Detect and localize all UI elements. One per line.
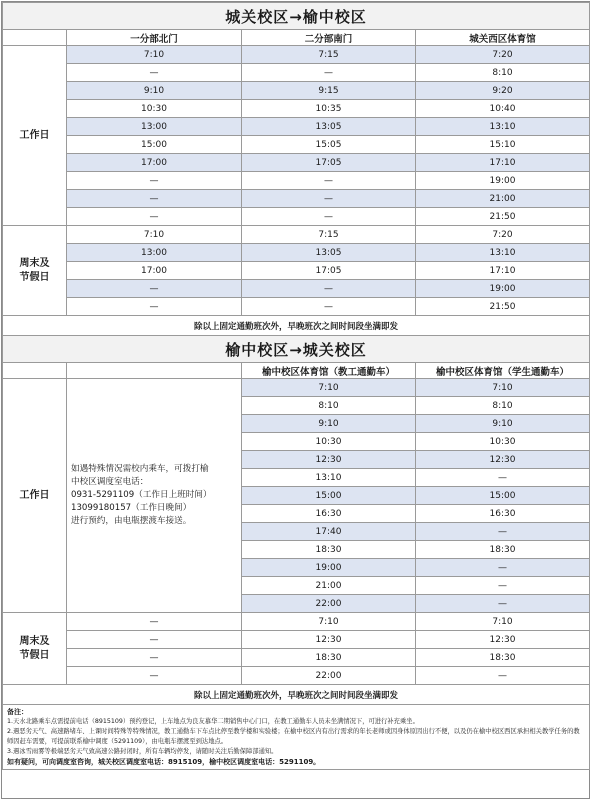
time-cell: 7:20 (416, 226, 590, 244)
group-label-line: 节假日 (19, 271, 50, 283)
time-cell: 17:00 (67, 262, 242, 280)
group-label: 工作日 (3, 379, 67, 613)
time-cell: 22:00 (242, 667, 416, 685)
corner-cell (3, 363, 67, 379)
schedule-table-yuzhong-to-chengguan (2, 335, 590, 770)
time-cell: 9:10 (242, 415, 416, 433)
time-cell: — (416, 469, 590, 487)
time-cell: 17:05 (242, 262, 416, 280)
remarks-line: 3.遇冰雪雨雾等极端恶劣天气致高速公路封闭时，所有车辆均停发，请随时关注后勤保障部通知。 (7, 748, 278, 755)
time-cell: 10:30 (242, 433, 416, 451)
time-cell: 15:00 (416, 487, 590, 505)
contact-info-line: 如遇特殊情况需校内乘车，可拨打榆 (71, 464, 209, 474)
time-cell: — (67, 208, 242, 226)
schedule-table-chengguan-to-yuzhong (2, 2, 590, 336)
table-row (3, 379, 590, 397)
time-cell: — (242, 298, 416, 316)
time-cell: 18:30 (242, 649, 416, 667)
time-cell: — (67, 613, 242, 631)
time-cell: — (67, 631, 242, 649)
time-cell: 13:05 (242, 118, 416, 136)
table-row (3, 280, 590, 298)
table-row (3, 136, 590, 154)
group-label-line: 节假日 (19, 649, 50, 661)
time-cell: — (416, 667, 590, 685)
table-row (3, 100, 590, 118)
column-header: 榆中校区体育馆（学生通勤车） (416, 363, 590, 379)
contact-info (67, 379, 242, 613)
time-cell: 12:30 (242, 631, 416, 649)
section-note: 除以上固定通勤班次外，早晚班次之间时间段坐满即发 (3, 316, 590, 336)
time-cell: 8:10 (242, 397, 416, 415)
time-cell: 17:05 (242, 154, 416, 172)
table-row (3, 298, 590, 316)
time-cell: 7:20 (416, 46, 590, 64)
time-cell: — (242, 190, 416, 208)
time-cell: 9:10 (416, 415, 590, 433)
contact-info-line: 中校区调度室电话： (71, 477, 149, 487)
table-row (3, 118, 590, 136)
time-cell: — (67, 667, 242, 685)
time-cell: 16:30 (242, 505, 416, 523)
time-cell: 15:05 (242, 136, 416, 154)
time-cell: 7:10 (67, 46, 242, 64)
time-cell: — (242, 64, 416, 82)
time-cell: — (67, 298, 242, 316)
table-row (3, 244, 590, 262)
time-cell: 13:00 (67, 244, 242, 262)
time-cell: 7:15 (242, 226, 416, 244)
contact-info-line: 0931-5291109（工作日上班时间） (71, 490, 212, 500)
time-cell: 15:00 (242, 487, 416, 505)
time-cell: 18:30 (242, 541, 416, 559)
section-title: 城关校区→榆中校区 (3, 3, 590, 30)
section-title: 榆中校区→城关校区 (3, 336, 590, 363)
time-cell: 21:50 (416, 298, 590, 316)
contact-info-line: 13099180157（工作日晚间） (71, 503, 192, 513)
time-cell: — (67, 280, 242, 298)
time-cell: — (67, 64, 242, 82)
table-row (3, 190, 590, 208)
time-cell: 9:20 (416, 82, 590, 100)
table-row (3, 208, 590, 226)
time-cell: 19:00 (416, 280, 590, 298)
time-cell: — (67, 190, 242, 208)
time-cell: 7:10 (67, 226, 242, 244)
time-cell: — (242, 172, 416, 190)
group-label-line: 周末及 (19, 257, 50, 269)
table-row (3, 82, 590, 100)
time-cell: — (67, 649, 242, 667)
time-cell: 13:10 (242, 469, 416, 487)
remarks-line: 2.遇恶劣天气、高速路堵车、上课时间特殊等特殊情况，教工通勤车下车点比停至教学楼和实验楼；在榆中校区内有出行需求的年长老师或因身体原因出行不便，以及仍在榆中校区西区承担相关教学任务的教师因赶车需要，可提前联系榆中调度（5291109），由电瓶车摆渡至到达地点。 (7, 728, 580, 745)
time-cell: 16:30 (416, 505, 590, 523)
time-cell: 7:10 (242, 379, 416, 397)
contact-info-line: 进行预约，由电瓶摆渡车接送。 (71, 516, 192, 526)
time-cell: 9:15 (242, 82, 416, 100)
time-cell: 10:30 (416, 433, 590, 451)
time-cell: 21:00 (242, 577, 416, 595)
time-cell: 13:00 (67, 118, 242, 136)
column-header: 城关西区体育馆 (416, 30, 590, 46)
time-cell: 8:10 (416, 64, 590, 82)
table-row (3, 226, 590, 244)
remarks-line: 1.天水北路乘车点需提前电话（8915109）预约登记，上车地点为良友慕华二期销售中心门口，在教工通勤车人员未坐满情况下，可进行补充乘坐。 (7, 718, 419, 725)
table-row (3, 667, 590, 685)
time-cell: 13:10 (416, 244, 590, 262)
time-cell: 22:00 (242, 595, 416, 613)
table-row (3, 613, 590, 631)
time-cell: 12:30 (416, 451, 590, 469)
column-header: 二分部南门 (242, 30, 416, 46)
time-cell: 8:10 (416, 397, 590, 415)
group-label: 工作日 (3, 46, 67, 226)
time-cell: — (67, 172, 242, 190)
table-row (3, 46, 590, 64)
section-note: 除以上固定通勤班次外，早晚班次之间时间段坐满即发 (3, 685, 590, 705)
group-label (3, 226, 67, 316)
time-cell: 18:30 (416, 541, 590, 559)
time-cell: 19:00 (242, 559, 416, 577)
table-row (3, 154, 590, 172)
remarks-footer: 如有疑问，可向调度室咨询，城关校区调度室电话：8915109，榆中校区调度室电话：5291109。 (7, 758, 321, 766)
remarks-heading: 备注： (7, 708, 28, 716)
time-cell: 10:30 (67, 100, 242, 118)
time-cell: 18:30 (416, 649, 590, 667)
time-cell: 13:05 (242, 244, 416, 262)
time-cell: — (416, 595, 590, 613)
time-cell: — (416, 577, 590, 595)
shuttle-schedule (1, 1, 590, 799)
time-cell: 12:30 (242, 451, 416, 469)
table-row (3, 64, 590, 82)
table-row (3, 172, 590, 190)
remarks (3, 705, 590, 770)
corner-cell (3, 30, 67, 46)
column-header: 榆中校区体育馆（教工通勤车） (242, 363, 416, 379)
table-row (3, 649, 590, 667)
time-cell: 7:15 (242, 46, 416, 64)
corner-cell (67, 363, 242, 379)
time-cell: 10:35 (242, 100, 416, 118)
time-cell: 7:10 (416, 379, 590, 397)
time-cell: — (416, 559, 590, 577)
time-cell: 12:30 (416, 631, 590, 649)
time-cell: 17:10 (416, 154, 590, 172)
time-cell: 15:00 (67, 136, 242, 154)
time-cell: 19:00 (416, 172, 590, 190)
time-cell: 10:40 (416, 100, 590, 118)
time-cell: 7:10 (416, 613, 590, 631)
table-row (3, 262, 590, 280)
time-cell: 21:00 (416, 190, 590, 208)
time-cell: 17:40 (242, 523, 416, 541)
time-cell: 17:10 (416, 262, 590, 280)
time-cell: — (242, 208, 416, 226)
time-cell: — (416, 523, 590, 541)
time-cell: 21:50 (416, 208, 590, 226)
time-cell: 7:10 (242, 613, 416, 631)
time-cell: 13:10 (416, 118, 590, 136)
time-cell: 17:00 (67, 154, 242, 172)
group-label-line: 周末及 (19, 635, 50, 647)
column-header: 一分部北门 (67, 30, 242, 46)
time-cell: 9:10 (67, 82, 242, 100)
time-cell: — (242, 280, 416, 298)
table-row (3, 631, 590, 649)
group-label (3, 613, 67, 685)
time-cell: 15:10 (416, 136, 590, 154)
